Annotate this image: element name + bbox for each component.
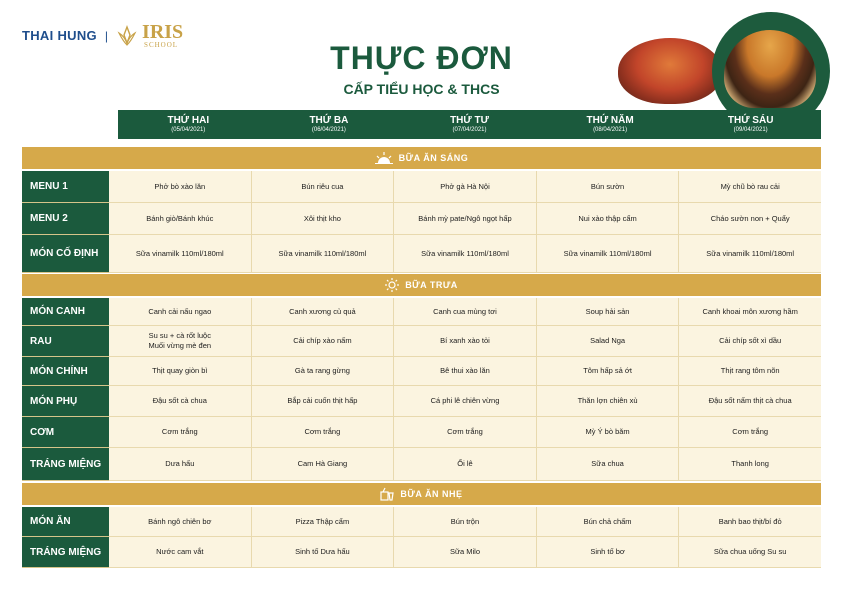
day-name: THỨ HAI	[167, 115, 210, 126]
day-date: (06/04/2021)	[311, 127, 346, 133]
snack-section-bar	[22, 483, 821, 505]
brand-separator: |	[104, 28, 109, 43]
menu-cell: Mỳ Ý bò băm	[536, 417, 679, 447]
breakfast-section-title: BỮA ĂN SÁNG	[398, 153, 469, 163]
day-name: THỨ TƯ	[450, 115, 489, 126]
menu-cell: Su su + cà rốt luộc Muối vừng mè đen	[148, 331, 212, 350]
menu-cell: Sữa Milo	[393, 537, 536, 567]
table-row	[22, 417, 821, 448]
menu-cell: Sữa vinamilk 110ml/180ml	[393, 235, 536, 272]
menu-cell: Sữa chua uống Su su	[678, 537, 821, 567]
menu-cell: Cháo sườn non + Quẩy	[678, 203, 821, 234]
pasta-image	[618, 38, 722, 104]
menu-cell: Bánh mỳ pate/Ngô ngọt hấp	[393, 203, 536, 234]
menu-cell: Canh xương củ quả	[251, 298, 394, 325]
snack-icon	[380, 487, 394, 501]
row-label: MÓN PHỤ	[22, 386, 109, 417]
lunch-section-title: BỮA TRƯA	[405, 280, 458, 290]
menu-cell: Cơm trắng	[251, 417, 394, 447]
day-name: THỨ SÁU	[727, 115, 774, 126]
menu-cell: Sữa chua	[536, 448, 679, 480]
day-date: (05/04/2021)	[171, 127, 206, 133]
menu-cell: Sinh tố Dưa hấu	[251, 537, 394, 567]
day-header-row	[118, 110, 821, 139]
menu-cell: Cam Hà Giang	[251, 448, 394, 480]
row-label: MÓN ĂN	[22, 507, 109, 537]
menu-cell: Bún sườn	[536, 171, 679, 202]
menu-cell: Đậu sốt cà chua	[152, 396, 207, 405]
row-label: CƠM	[22, 417, 109, 448]
menu-cell: Gà ta rang gừng	[251, 357, 394, 385]
breakfast-section-bar	[22, 147, 821, 169]
menu-cell: Canh khoai môn xương hầm	[678, 298, 821, 325]
menu-cell: Sữa vinamilk 110ml/180ml	[135, 248, 224, 258]
menu-cell: Cơm trắng	[393, 417, 536, 447]
menu-cell: Cơm trắng	[678, 417, 821, 447]
table-row	[22, 386, 821, 417]
menu-cell: Phở bò xào lăn	[154, 181, 206, 191]
row-label: MENU 2	[22, 203, 109, 235]
row-label: RAU	[22, 326, 109, 357]
menu-cell: Xôi thịt kho	[251, 203, 394, 234]
day-header	[118, 110, 259, 139]
menu-cell: Pizza Thập cẩm	[251, 507, 394, 536]
row-label: MÓN CANH	[22, 298, 109, 326]
page-subtitle: CẤP TIỂU HỌC & THCS	[343, 81, 500, 97]
day-date: (09/04/2021)	[733, 127, 768, 133]
menu-cell: Thịt rang tôm nõn	[678, 357, 821, 385]
row-label: TRÁNG MIỆNG	[22, 537, 109, 568]
day-date: (07/04/2021)	[452, 127, 487, 133]
row-label: MÓN CHÍNH	[22, 357, 109, 386]
table-row	[22, 357, 821, 386]
menu-cell: Phở gà Hà Nội	[393, 171, 536, 202]
table-row	[22, 203, 821, 235]
menu-cell: Banh bao thịt/bí đỏ	[678, 507, 821, 536]
menu-cell: Sữa vinamilk 110ml/180ml	[678, 235, 821, 272]
day-header	[259, 110, 400, 139]
menu-cell: Cá phi lê chiên vừng	[393, 386, 536, 416]
day-header	[680, 110, 821, 139]
menu-cell: Salad Nga	[536, 326, 679, 356]
day-name: THỨ NĂM	[586, 115, 634, 126]
menu-cell: Thăn lợn chiên xù	[536, 386, 679, 416]
menu-cell: Bê thui xào lăn	[393, 357, 536, 385]
menu-cell: Cải chíp xào nấm	[251, 326, 394, 356]
menu-cell: Bí xanh xào tỏi	[393, 326, 536, 356]
menu-cell: Bánh giò/Bánh khúc	[146, 213, 214, 223]
menu-cell: Canh cua mùng tơi	[393, 298, 536, 325]
table-row	[22, 298, 821, 326]
menu-cell: Bún riêu cua	[251, 171, 394, 202]
sunrise-icon	[375, 152, 393, 164]
menu-cell: Bánh ngô chiên bơ	[148, 516, 212, 526]
menu-cell: Sữa vinamilk 110ml/180ml	[251, 235, 394, 272]
table-row	[22, 171, 821, 203]
menu-cell: Cải chíp sốt xì dầu	[678, 326, 821, 356]
page-title: THỰC ĐƠN	[330, 40, 513, 76]
table-row	[22, 537, 821, 568]
iris-subtitle: SCHOOL	[144, 41, 179, 49]
menu-cell: Cơm trắng	[161, 427, 198, 436]
day-date: (08/04/2021)	[593, 127, 628, 133]
menu-cell: Dưa hấu	[165, 459, 195, 468]
menu-cell: Bắp cải cuốn thịt hấp	[251, 386, 394, 416]
menu-cell: Thanh long	[678, 448, 821, 480]
table-row	[22, 507, 821, 537]
menu-cell: Canh cải nấu ngao	[148, 306, 212, 316]
menu-cell: Mỳ chũ bò rau cải	[678, 171, 821, 202]
thai-hung-logo: THAI HUNG	[22, 28, 97, 43]
table-row	[22, 235, 821, 273]
table-row	[22, 326, 821, 357]
menu-cell: Sinh tố bơ	[536, 537, 679, 567]
day-header	[540, 110, 681, 139]
menu-cell: Thịt quay giòn bì	[152, 366, 208, 375]
day-header	[399, 110, 540, 139]
day-name: THỨ BA	[309, 115, 349, 126]
table-row	[22, 448, 821, 481]
iris-name: IRIS	[142, 21, 184, 43]
sun-icon	[385, 278, 399, 292]
menu-cell: Tôm hấp sả ớt	[536, 357, 679, 385]
row-label: MÓN CỐ ĐỊNH	[22, 235, 109, 273]
menu-cell: Bún chả chấm	[536, 507, 679, 536]
lunch-section-bar	[22, 274, 821, 296]
row-label: MENU 1	[22, 171, 109, 203]
menu-cell: Đậu sốt nấm thịt cà chua	[678, 386, 821, 416]
menu-cell: Soup hải sản	[536, 298, 679, 325]
menu-cell: Ổi lê	[393, 448, 536, 480]
menu-cell: Nước cam vắt	[156, 547, 204, 556]
menu-cell: Nui xào thập cẩm	[536, 203, 679, 234]
menu-cell: Sữa vinamilk 110ml/180ml	[536, 235, 679, 272]
row-label: TRÁNG MIỆNG	[22, 448, 109, 481]
menu-cell: Bún trộn	[393, 507, 536, 536]
snack-section-title: BỮA ĂN NHẸ	[400, 489, 463, 499]
